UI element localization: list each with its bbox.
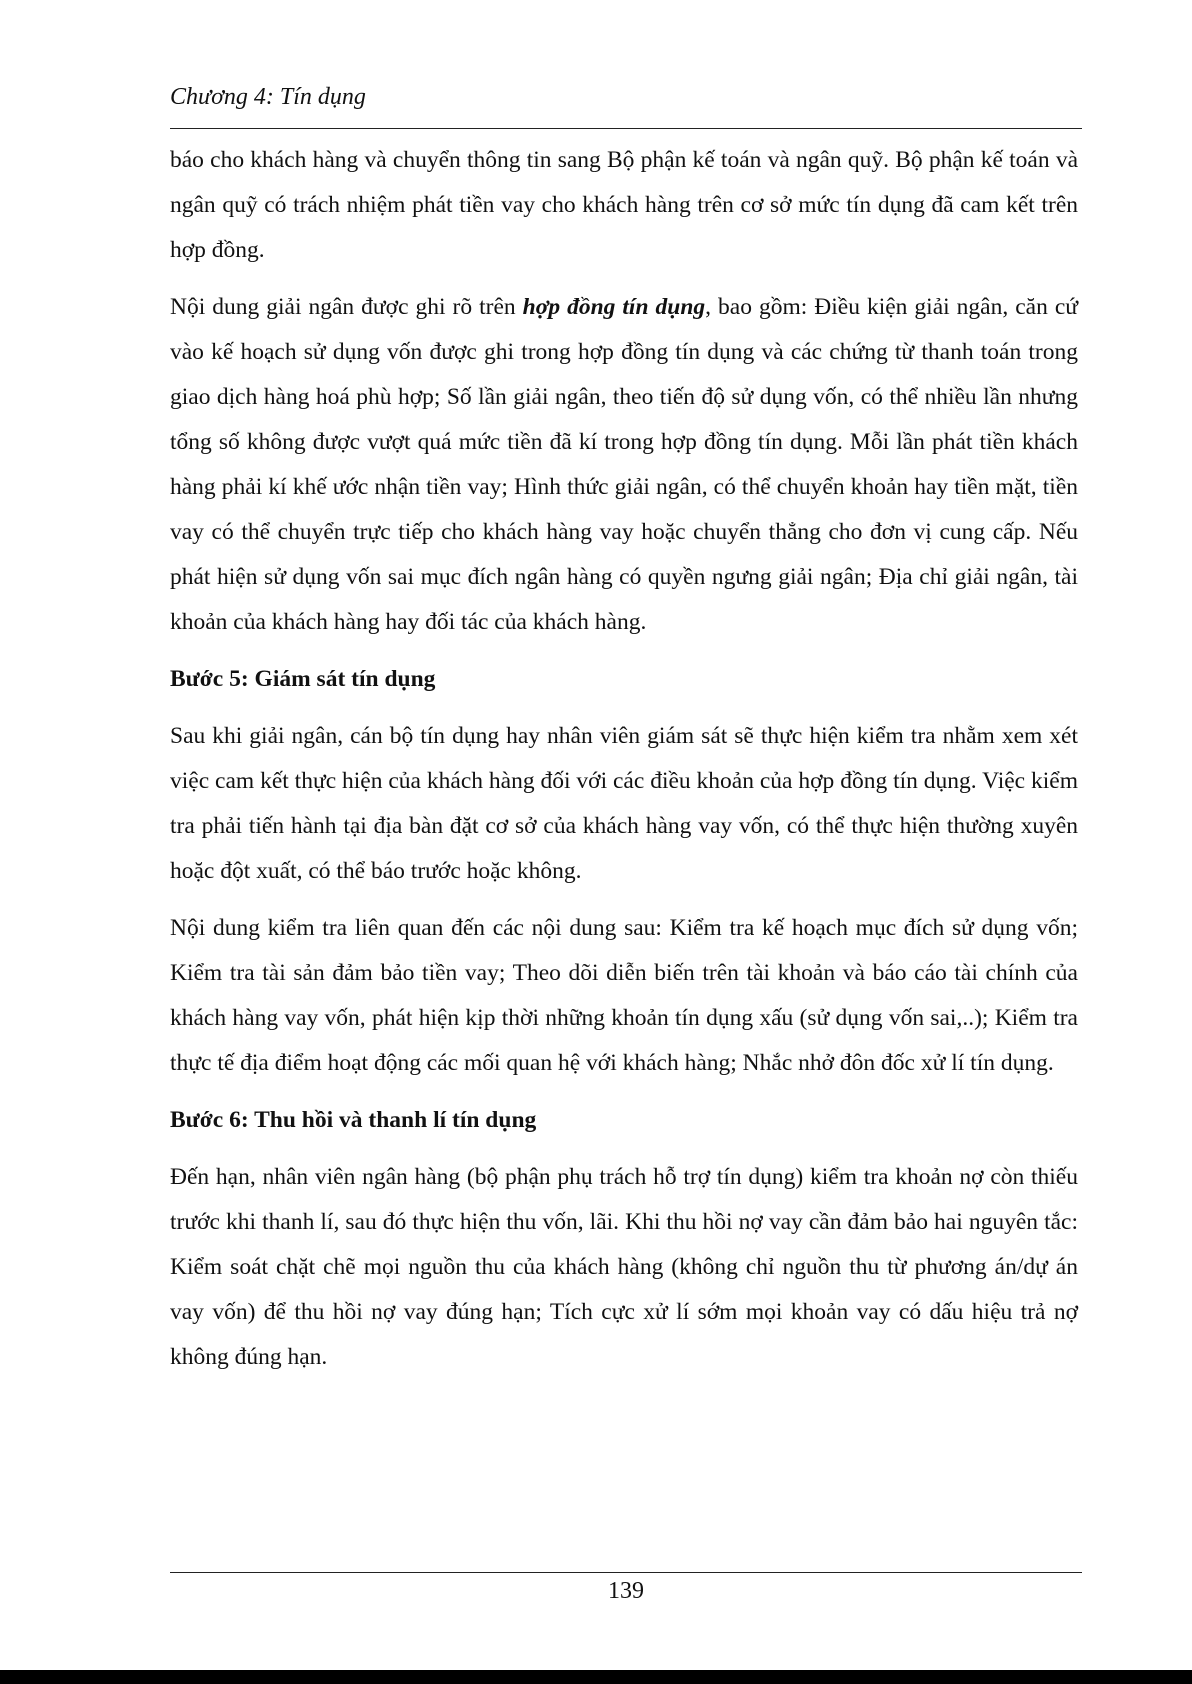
step-6-heading: Bước 6: Thu hồi và thanh lí tín dụng <box>170 1107 537 1133</box>
paragraph-disbursement-notice: báo cho khách hàng và chuyển thông tin sang Bộ phận kế toán và ngân quỹ. Bộ phận kế toán và ngân quỹ có trách nhiệm phát tiền vay cho khách hàng trên cơ sở mức tín dụng đã cam kết trên hợp đồng. <box>170 147 1078 263</box>
emphasized-term: hợp đồng tín dụng <box>522 294 706 320</box>
footer-rule <box>170 1572 1082 1573</box>
body-text <box>170 138 1078 1392</box>
paragraph-inspection-content: Nội dung kiểm tra liên quan đến các nội dung sau: Kiểm tra kế hoạch mục đích sử dụng vốn; Kiểm tra tài sản đảm bảo tiền vay; Theo dõi diễn biến trên tài khoản và báo cáo tài chính của khách hàng vay vốn, phát hiện kịp thời những khoản tín dụng xấu (sử dụng vốn sai,..); Kiểm tra thực tế địa điểm hoạt động các mối quan hệ với khách hàng; Nhắc nhở đôn đốc xử lí tín dụng. <box>170 915 1078 1076</box>
paragraph-text: Nội dung giải ngân được ghi rõ trên <box>170 294 523 320</box>
running-header: Chương 4: Tín dụng <box>170 84 366 110</box>
page-number: 139 <box>608 1578 644 1604</box>
paragraph-recovery: Đến hạn, nhân viên ngân hàng (bộ phận phụ trách hỗ trợ tín dụng) kiểm tra khoản nợ còn thiếu trước khi thanh lí, sau đó thực hiện thu vốn, lãi. Khi thu hồi nợ vay cần đảm bảo hai nguyên tắc: Kiểm soát chặt chẽ mọi nguồn thu của khách hàng (không chỉ nguồn thu từ phương án/dự án vay vốn) để thu hồi nợ vay đúng hạn; Tích cực xử lí sớm mọi khoản vay có dấu hiệu trả nợ không đúng hạn. <box>170 1164 1078 1370</box>
header-rule <box>170 128 1082 129</box>
paragraph-monitoring: Sau khi giải ngân, cán bộ tín dụng hay nhân viên giám sát sẽ thực hiện kiểm tra nhằm xem xét việc cam kết thực hiện của khách hàng đối với các điều khoản của hợp đồng tín dụng. Việc kiểm tra phải tiến hành tại địa bàn đặt cơ sở của khách hàng vay vốn, có thể thực hiện thường xuyên hoặc đột xuất, có thể báo trước hoặc không. <box>170 723 1078 884</box>
paragraph-text: , bao gồm: Điều kiện giải ngân, căn cứ vào kế hoạch sử dụng vốn được ghi trong hợp đồng tín dụng và các chứng từ thanh toán trong giao dịch hàng hoá phù hợp; Số lần giải ngân, theo tiến độ sử dụng vốn, có thể nhiều lần nhưng tổng số không được vượt quá mức tiền đã kí trong hợp đồng tín dụng. Mỗi lần phát tiền khách hàng phải kí khế ước nhận tiền vay; Hình thức giải ngân, có thể chuyển khoản hay tiền mặt, tiền vay có thể chuyển trực tiếp cho khách hàng vay hoặc chuyển thẳng cho đơn vị cung cấp. Nếu phát hiện sử dụng vốn sai mục đích ngân hàng có quyền ngưng giải ngân; Địa chỉ giải ngân, tài khoản của khách hàng hay đối tác của khách hàng. <box>170 294 1078 635</box>
step-5-heading: Bước 5: Giám sát tín dụng <box>170 666 436 692</box>
scan-edge-band <box>0 1670 1192 1684</box>
paragraph-disbursement-content <box>170 285 1078 645</box>
